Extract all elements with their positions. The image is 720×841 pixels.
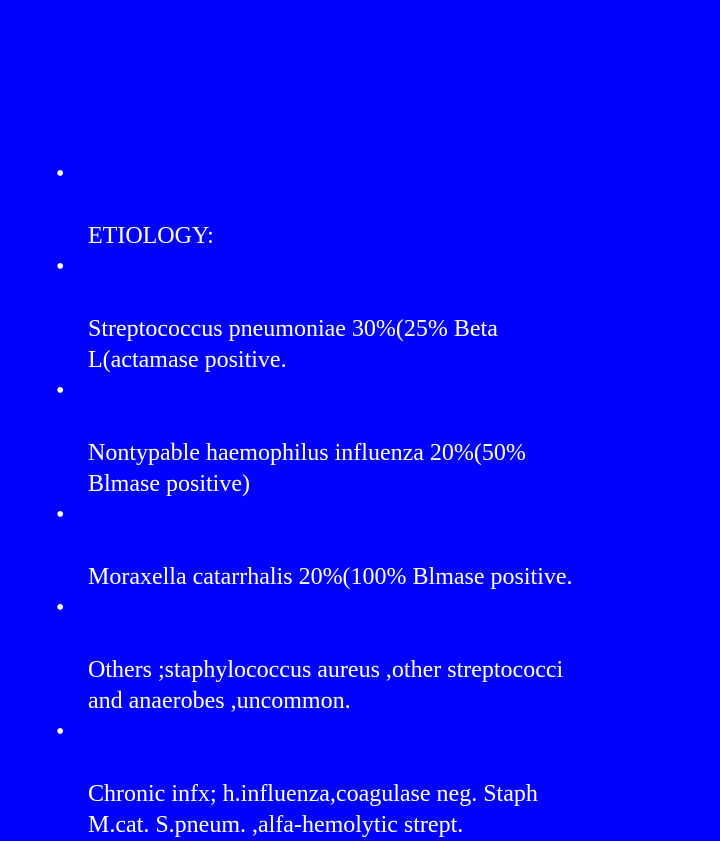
list-item-text: Moraxella catarrhalis 20%(100% Blmase positive. (88, 564, 573, 590)
bullet-icon: • (56, 254, 65, 280)
list-item-text: Streptococcus pneumoniae 30%(25% Beta L(actamase positive. (88, 316, 498, 373)
list-item (56, 593, 696, 717)
bullet-icon: • (56, 161, 65, 187)
bullet-icon: • (56, 378, 65, 404)
list-item-text: Others ;staphylococcus aureus ,other streptococci and anaerobes ,uncommon. (88, 657, 564, 714)
bullet-icon: • (56, 719, 65, 745)
bullet-list (56, 159, 696, 841)
list-item (56, 376, 696, 500)
list-item (56, 500, 696, 593)
list-item (56, 717, 696, 841)
list-item-text: Nontypable haemophilus influenza 20%(50% Blmase positive) (88, 440, 526, 497)
list-item-text: Chronic infx; h.influenza,coagulase neg. Staph M.cat. S.pneum. ,alfa-hemolytic strept. (88, 781, 538, 838)
list-item (56, 159, 696, 252)
bullet-icon: • (56, 595, 65, 621)
bullet-icon: • (56, 502, 65, 528)
list-item-text: ETIOLOGY: (88, 223, 214, 249)
list-item (56, 252, 696, 376)
